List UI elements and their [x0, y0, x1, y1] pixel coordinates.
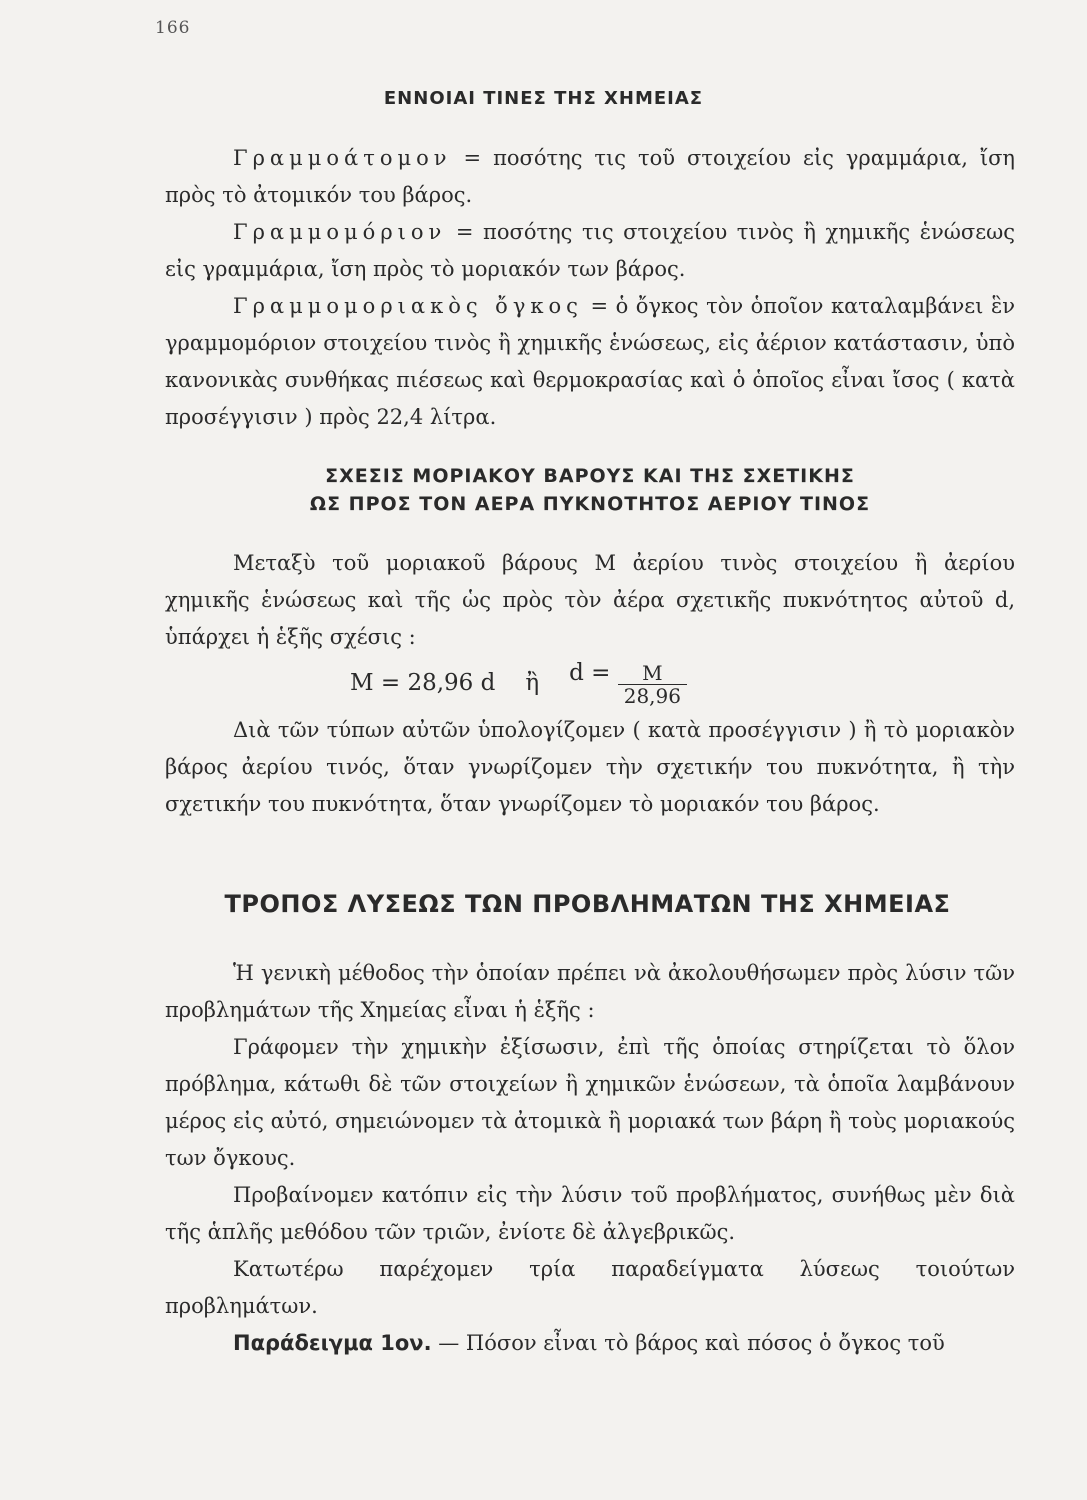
paragraph: Κατωτέρω παρέχομεν τρία παραδείγματα λύσεως τοιούτων προβλημάτων. [165, 1257, 1015, 1318]
fraction [618, 662, 687, 707]
paragraph: Μεταξὺ τοῦ μοριακοῦ βάρους Μ ἀερίου τινὸς στοιχείου ἢ ἀερίου χημικῆς ἑνώσεως καὶ τῆς ὡς πρὸς τὸν ἀέρα σχετικῆς πυκνότητος αὐτοῦ d, ὑπάρχει ἡ ἑξῆς σχέσις : [165, 551, 1015, 649]
section-title-line: ΣΧΕΣΙΣ ΜΟΡΙΑΚΟΥ ΒΑΡΟΥΣ ΚΑΙ ΤΗΣ ΣΧΕΤΙΚΗΣ [325, 465, 855, 487]
definition-grammole [165, 214, 1015, 288]
example-label: Παράδειγμα 1ον. [233, 1331, 432, 1355]
definition-molar-volume [165, 288, 1015, 436]
formula-right [569, 660, 687, 707]
section-title-problem-solving: ΤΡΟΠΟΣ ΛΥΣΕΩΣ ΤΩΝ ΠΡΟΒΛΗΜΑΤΩΝ ΤΗΣ ΧΗΜΕΙΑΣ [224, 890, 951, 918]
running-head: ΕΝΝΟΙΑΙ ΤΙΝΕΣ ΤΗΣ ΧΗΜΕΙΑΣ [383, 88, 704, 109]
definition-term: Γραμμομοριακὸς ὄγκος [233, 294, 583, 318]
example-text: — Πόσον εἶναι τὸ βάρος καὶ πόσος ὁ ὄγκος τοῦ [431, 1331, 945, 1355]
section1-after [165, 712, 1015, 823]
definition-text: = ποσότης τις τοῦ στοιχείου εἰς γραμμάρια, ἴση πρὸς τὸ ἀτομικόν του βάρος. [165, 146, 1015, 207]
formula-right-lhs: d = [569, 659, 611, 686]
section2-body [165, 955, 1015, 1362]
fraction-denominator: 28,96 [618, 684, 687, 707]
paragraph: Προβαίνομεν κατόπιν εἰς τὴν λύσιν τοῦ προβλήματος, συνήθως μὲν διὰ τῆς ἁπλῆς μεθόδου τῶν τριῶν, ἐνίοτε δὲ ἀλγεβρικῶς. [165, 1183, 1015, 1244]
paragraph: Γράφομεν τὴν χημικὴν ἐξίσωσιν, ἐπὶ τῆς ὁποίας στηρίζεται τὸ ὅλον πρόβλημα, κάτωθι δὲ τῶν στοιχείων ἢ χημικῶν ἑνώσεων, τὰ ὁποῖα λαμβάνουν μέρος εἰς αὐτό, σημειώνομεν τὰ ἀτομικὰ ἢ μοριακά των βάρη ἢ τοὺς μοριακούς των ὄγκους. [165, 1035, 1015, 1170]
example-paragraph [165, 1325, 1015, 1362]
definitions [165, 140, 1015, 436]
formula-left: Μ = 28,96 d [350, 670, 496, 696]
definition-term: Γραμμομόριον [233, 220, 447, 244]
paragraph: Ἡ γενικὴ μέθοδος τὴν ὁποίαν πρέπει νὰ ἀκολουθήσωμεν πρὸς λύσιν τῶν προβλημάτων τῆς Χημείας εἶναι ἡ ἑξῆς : [165, 961, 1015, 1022]
section1-intro [165, 545, 1015, 656]
definition-text: = ποσότης τις στοιχείου τινὸς ἢ χημικῆς ἑνώσεως εἰς γραμμάρια, ἴση πρὸς τὸ μοριακόν των βάρος. [165, 220, 1015, 281]
definition-gramatom [165, 140, 1015, 214]
definition-term: Γραμμοάτομον [233, 146, 452, 170]
formula [350, 660, 687, 706]
section-title-line: ΩΣ ΠΡΟΣ ΤΟΝ ΑΕΡΑ ΠΥΚΝΟΤΗΤΟΣ ΑΕΡΙΟΥ ΤΙΝΟΣ [309, 493, 871, 515]
section-title-molecular-weight [165, 462, 1015, 518]
definition-text: = ὁ ὄγκος τὸν ὁποῖον καταλαμβάνει ἓν γραμμομόριον στοιχείου τινὸς ἢ χημικῆς ἑνώσεως, εἰς ἀέριον κατάστασιν, ὑπὸ κανονικὰς συνθήκας πιέσεως καὶ θερμοκρασίας καὶ ὁ ὁποῖος εἶναι ἴσος ( κατὰ προσέγγισιν ) πρὸς 22,4 λίτρα. [165, 294, 1015, 429]
formula-connector: ἢ [525, 670, 540, 696]
fraction-numerator: Μ [642, 660, 663, 685]
page-number: 166 [155, 18, 191, 38]
paragraph: Διὰ τῶν τύπων αὐτῶν ὑπολογίζομεν ( κατὰ προσέγγισιν ) ἢ τὸ μοριακὸν βάρος ἀερίου τινός, ὅταν γνωρίζομεν τὴν σχετικήν του πυκνότητα, ἢ τὴν σχετικήν του πυκνότητα, ὅταν γνωρίζομεν τὸ μοριακόν του βάρος. [165, 718, 1015, 816]
